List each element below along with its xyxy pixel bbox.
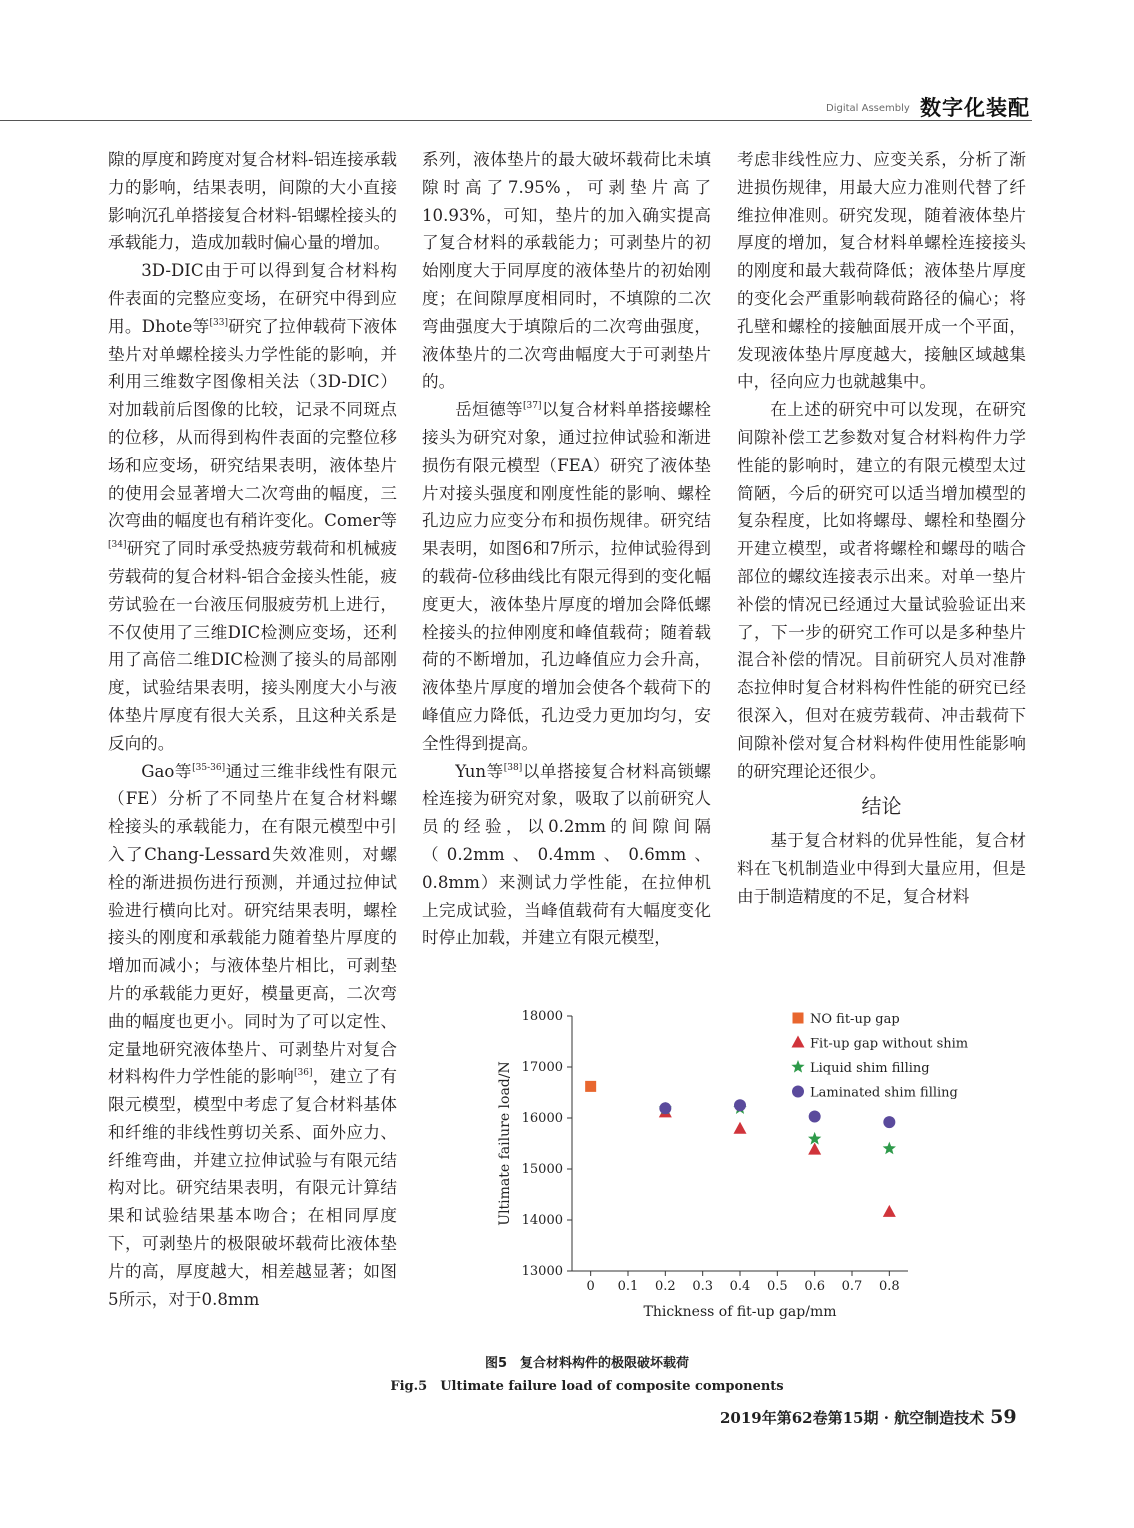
y-tick-label: 13000 xyxy=(521,1264,563,1279)
text-run: 研究了拉伸载荷下液体垫片对单螺栓接头力学性能的影响，并利用三维数字图像相关法（3D-DIC）对加载前后图像的比较，记录不同斑点的位移，从而得到构件表面的完整位移场和应变场，研究结果表明，液体垫片的使用会显著增大二次弯曲的幅度，三次弯曲的幅度也有稍许变化。Comer等 xyxy=(108,316,397,531)
section-label-cn: 数字化装配 xyxy=(920,96,1030,120)
legend-marker-square xyxy=(793,1013,804,1024)
x-tick-label: 0.6 xyxy=(804,1279,826,1294)
text-run: Gao等 xyxy=(141,761,193,781)
data-point-circle xyxy=(809,1110,821,1122)
y-tick-label: 17000 xyxy=(521,1060,563,1075)
legend-label: Fit-up gap without shim xyxy=(810,1036,969,1052)
paragraph xyxy=(108,257,397,757)
x-tick-label: 0.4 xyxy=(729,1279,751,1294)
y-tick-label: 16000 xyxy=(521,1111,563,1126)
text-run: 研究了同时承受热疲劳载荷和机械疲劳载荷的复合材料-铝合金接头性能，疲劳试验在一台液压伺服疲劳机上进行，不仅使用了三维DIC检测应变场，还利用了高倍二维DIC检测了接头的局部刚度，试验结果表明，接头刚度大小与液体垫片厚度有很大关系，且这种关系是反向的。 xyxy=(108,539,397,753)
paragraph: 在上述的研究中可以发现，在研究间隙补偿工艺参数对复合材料构件力学性能的影响时，建立的有限元模型太过简陋，今后的研究可以适当增加模型的复杂程度，比如将螺母、螺栓和垫圈分开建立模型，或者将螺栓和螺母的啮合部位的螺纹连接表示出来。对单一垫片补偿的情况已经通过大量试验验证出来了，下一步的研究工作可以是多种垫片混合补偿的情况。目前研究人员对准静态拉伸时复合材料构件性能的研究已经很深入，但对在疲劳载荷、冲击载荷下间隙补偿对复合材料构件使用性能影响的研究理论还很少。 xyxy=(737,400,1026,781)
text-run: 3D-DIC由于可以得到复合材料构件表面的完整应变场，在研究中得到应用。Dhote等 xyxy=(108,261,397,336)
text-column-1 xyxy=(108,146,397,1313)
legend-marker-circle xyxy=(792,1086,804,1098)
data-point-star xyxy=(883,1142,896,1155)
y-tick-label: 18000 xyxy=(521,1009,563,1024)
x-axis-label: Thickness of fit-up gap/mm xyxy=(643,1304,837,1320)
text-run: 通过三维非线性有限元（FE）分析了不同垫片在复合材料螺栓接头的承载能力，在有限元模型中引入了Chang-Lessard失效准则，对螺栓的渐进损伤进行预测，并通过拉伸试验进行横向比对。研究结果表明，螺栓接头的刚度和承载能力随着垫片厚度的增加而减小；与液体垫片相比，可剥垫片的承载能力更好，模量更高，二次弯曲的幅度也更小。同时为了可以定性、定量地研究液体垫片、可剥垫片对复合材料构件力学性能的影响 xyxy=(108,761,398,1087)
citation: [37] xyxy=(523,401,542,412)
paragraph: 基于复合材料的优异性能，复合材料在飞机制造业中得到大量应用，但是由于制造精度的不足，复合材料 xyxy=(737,831,1026,906)
data-point-triangle xyxy=(883,1205,896,1217)
x-tick-label: 0 xyxy=(586,1279,595,1294)
section-heading-conclusion: 结论 xyxy=(861,794,902,819)
header-divider xyxy=(0,120,1032,121)
section-label-en: Digital Assembly xyxy=(826,103,910,114)
legend-label: NO fit-up gap xyxy=(810,1012,900,1027)
page-footer xyxy=(720,1406,1017,1428)
x-tick-label: 0.2 xyxy=(654,1279,676,1294)
paragraph xyxy=(422,396,711,757)
paragraph: 考虑非线性应力、应变关系，分析了渐进损伤规律，用最大应力准则代替了纤维拉伸准则。研究发现，随着液体垫片厚度的增加，复合材料单螺栓连接接头的刚度和最大载荷降低；液体垫片厚度的变化会严重影响载荷路径的偏心；将孔壁和螺栓的接触面展开成一个平面，发现液体垫片厚度越大，接触区域越集中，径向应力也就越集中。 xyxy=(737,150,1026,392)
data-point-triangle xyxy=(734,1122,747,1134)
data-point-circle xyxy=(883,1116,895,1128)
x-tick-label: 0.5 xyxy=(766,1279,788,1294)
y-tick-label: 15000 xyxy=(521,1162,563,1177)
x-tick-label: 0.8 xyxy=(878,1279,900,1294)
citation: [36] xyxy=(293,1068,313,1079)
data-point-circle xyxy=(659,1102,671,1114)
paragraph xyxy=(108,758,397,1314)
figure-5-chart xyxy=(480,1000,980,1330)
text-column-3 xyxy=(737,146,1026,911)
legend-label: Liquid shim filling xyxy=(810,1061,930,1076)
data-point-square xyxy=(585,1081,596,1092)
citation: [35-36] xyxy=(192,762,226,773)
y-tick-label: 14000 xyxy=(521,1213,563,1228)
page-number: 59 xyxy=(990,1406,1017,1428)
text-run: 岳烜德等 xyxy=(455,400,523,420)
legend-marker-star xyxy=(791,1060,804,1073)
citation: [34] xyxy=(108,540,127,551)
figure-caption-en: Fig.5 Ultimate failure load of composite components xyxy=(390,1379,784,1394)
paragraph: 系列，液体垫片的最大破坏载荷比未填隙时高了7.95%，可剥垫片高了10.93%，可知，垫片的加入确实提高了复合材料的承载能力；可剥垫片的初始刚度大于同厚度的液体垫片的初始刚度；在间隙厚度相同时，不填隙的二次弯曲强度大于填隙后的二次弯曲强度，液体垫片的二次弯曲幅度大于可剥垫片的。 xyxy=(422,150,711,392)
scatter-chart xyxy=(480,1000,980,1330)
data-point-triangle xyxy=(808,1143,821,1155)
x-tick-label: 0.1 xyxy=(617,1279,639,1294)
journal-info: 2019年第62卷第15期 · 航空制造技术 xyxy=(720,1409,985,1427)
text-run: 以单搭接复合材料高锁螺栓连接为研究对象，吸取了以前研究人员的经验，以0.2mm的间隙间隔（0.2mm、0.4mm、0.6mm、0.8mm）来测试力学性能，在拉伸机上完成试验，当峰值载荷有大幅度变化时停止加载，并建立有限元模型， xyxy=(422,761,711,948)
citation: [33] xyxy=(209,317,228,328)
legend-label: Laminated shim filling xyxy=(810,1085,958,1101)
text-run: ，建立了有限元模型，模型中考虑了复合材料基体和纤维的非线性剪切关系、面外应力、纤维弯曲，并建立拉伸试验与有限元结构对比。研究结果表明，有限元计算结果和试验结果基本吻合；在相同厚度下，可剥垫片的极限破坏载荷比液体垫片的高，厚度越大，相差越显著；如图5所示，对于0.8mm xyxy=(108,1067,398,1309)
paragraph: 隙的厚度和跨度对复合材料-铝连接承载力的影响，结果表明，间隙的大小直接影响沉孔单搭接复合材料-铝螺栓接头的承载能力，造成加载时偏心量的增加。 xyxy=(108,150,397,253)
figure-caption-cn: 图5 复合材料构件的极限破坏载荷 xyxy=(484,1356,690,1371)
data-point-circle xyxy=(734,1099,746,1111)
text-run: Yun等 xyxy=(455,761,504,781)
y-axis-label: Ultimate failure load/N xyxy=(497,1061,513,1226)
x-tick-label: 0.7 xyxy=(841,1279,863,1294)
paragraph xyxy=(422,758,711,953)
text-run: 以复合材料单搭接螺栓接头为研究对象，通过拉伸试验和渐进损伤有限元模型（FEA）研究了液体垫片对接头强度和刚度性能的影响、螺栓孔边应力应变分布和损伤规律。研究结果表明，如图6和7所示，拉伸试验得到的载荷-位移曲线比有限元得到的变化幅度更大，液体垫片厚度的增加会降低螺栓接头的拉伸刚度和峰值载荷；随着载荷的不断增加，孔边峰值应力会升高，液体垫片厚度的增加会使各个载荷下的峰值应力降低，孔边受力更加均匀，安全性得到提高。 xyxy=(422,400,712,753)
text-column-2 xyxy=(422,146,711,952)
citation: [38] xyxy=(503,762,523,773)
legend-marker-triangle xyxy=(792,1036,805,1048)
x-tick-label: 0.3 xyxy=(692,1279,714,1294)
